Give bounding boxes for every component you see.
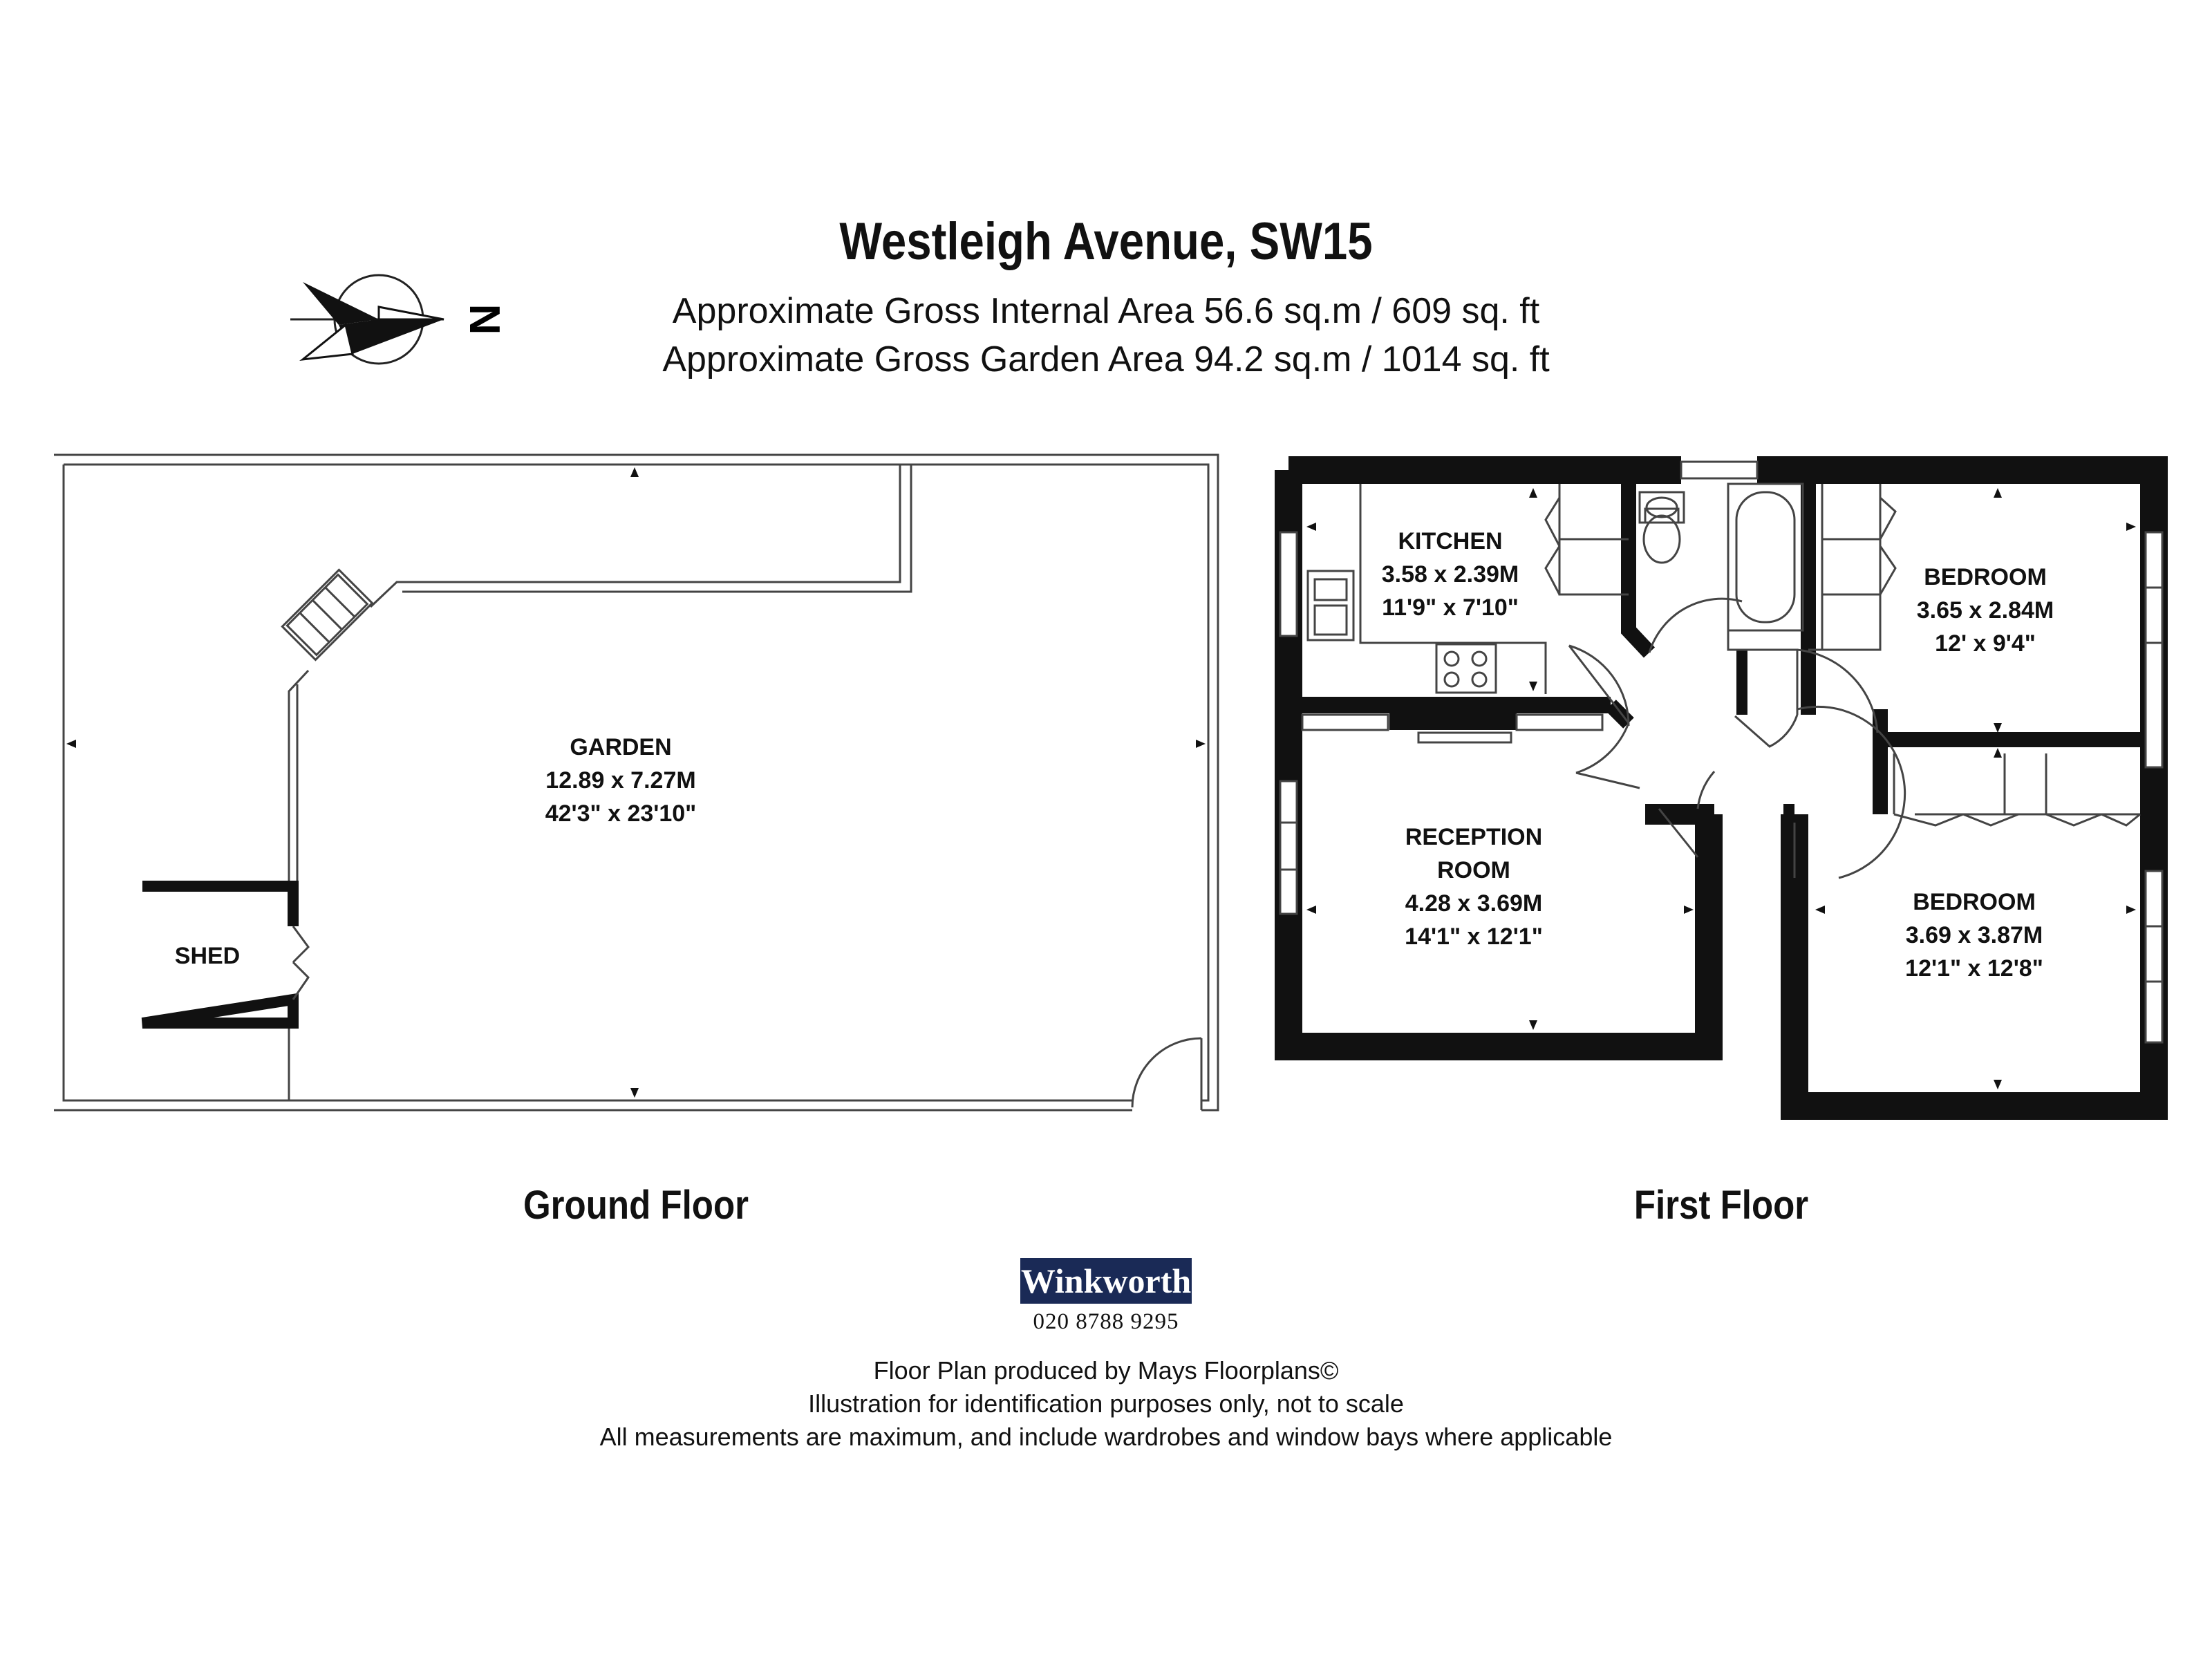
reception-metric: 4.28 x 3.69M — [1405, 890, 1543, 917]
internal-area-text: Approximate Gross Internal Area 56.6 sq.m / 609 sq. ft — [672, 291, 1540, 331]
bedroom1-imperial: 12' x 9'4" — [1935, 630, 2036, 657]
property-title: Westleigh Avenue, SW15 — [839, 212, 1373, 271]
garden-imperial: 42'3" x 23'10" — [545, 800, 697, 827]
footer-line-2: Illustration for identification purposes only, not to scale — [808, 1389, 1404, 1418]
first-floor-walls — [1280, 462, 2162, 1106]
footer-line-3: All measurements are maximum, and include wardrobes and window bays where applicable — [599, 1423, 1613, 1451]
garden-name: GARDEN — [570, 734, 672, 760]
north-arrow-icon — [290, 275, 508, 364]
kitchen-metric: 3.58 x 2.39M — [1381, 561, 1519, 588]
bedroom2-metric: 3.69 x 3.87M — [1905, 922, 2043, 948]
kitchen-imperial: 11'9" x 7'10" — [1382, 594, 1519, 621]
compass-letter: N — [460, 303, 508, 335]
reception-name-line1: RECEPTION — [1405, 824, 1543, 850]
reception-imperial: 14'1" x 12'1" — [1405, 924, 1543, 950]
agent-phone: 020 8788 9295 — [1033, 1309, 1179, 1334]
winkworth-logo: Winkworth — [1020, 1258, 1192, 1304]
garden-steps — [282, 570, 372, 659]
kitchen-name: KITCHEN — [1398, 528, 1503, 554]
hob-icon — [1436, 644, 1496, 693]
reception-name-line2: ROOM — [1437, 857, 1510, 883]
shed-name: SHED — [174, 943, 241, 969]
garden-area-text: Approximate Gross Garden Area 94.2 sq.m / 1014 sq. ft — [662, 339, 1550, 379]
ground-floor-label: Ground Floor — [523, 1183, 749, 1228]
garden-metric: 12.89 x 7.27M — [545, 767, 696, 794]
first-floor-label: First Floor — [1633, 1183, 1809, 1228]
footer-line-1: Floor Plan produced by Mays Floorplans© — [873, 1356, 1339, 1385]
bedroom2-imperial: 12'1" x 12'8" — [1905, 955, 2043, 982]
bedroom1-metric: 3.65 x 2.84M — [1916, 597, 2054, 624]
bedroom2-name: BEDROOM — [1913, 889, 2036, 915]
bedroom1-name: BEDROOM — [1924, 564, 2047, 590]
